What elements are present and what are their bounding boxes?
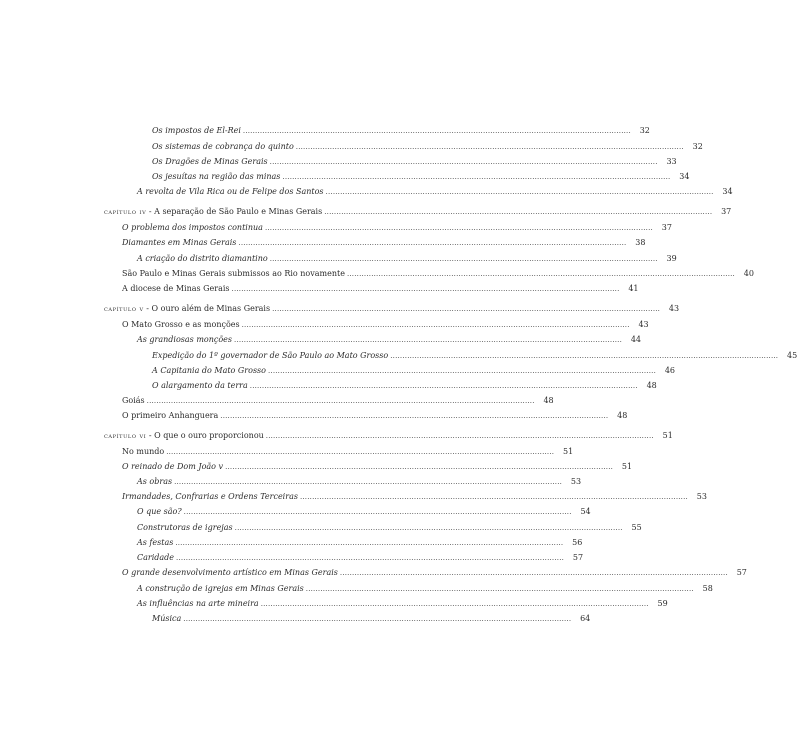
entry-text: São Paulo e Minas Gerais submissos ao Rio novamente: [122, 269, 345, 278]
page-number: 46: [664, 366, 675, 375]
page-number: 51: [662, 431, 673, 440]
entry-text: - O ouro além de Minas Gerais: [143, 304, 271, 313]
entry-text: As obras: [137, 477, 173, 486]
entry-text: O primeiro Anhanguera: [122, 411, 219, 420]
entry-title: [137, 333, 232, 347]
entry-title: [152, 364, 266, 378]
toc-entry: [137, 597, 668, 611]
dot-leader: ................................................................................................................................................................: [175, 539, 564, 547]
toc-entry: [122, 318, 649, 332]
entry-title: [137, 185, 324, 199]
entry-text: O grande desenvolvimento artístico em Minas Gerais: [122, 568, 338, 577]
entry-text: Goiás: [122, 396, 145, 405]
entry-title: [122, 460, 223, 474]
entry-text: Construtoras de igrejas: [137, 523, 233, 532]
entry-title: [137, 536, 173, 550]
page-number: 55: [631, 523, 642, 532]
toc-entry: [152, 364, 675, 378]
toc-entry: [122, 566, 747, 580]
entry-text: No mundo: [122, 447, 165, 456]
dot-leader: ................................................................................................................................................................: [299, 493, 688, 501]
toc-entry: [152, 124, 650, 138]
dot-leader: ................................................................................................................................................................: [324, 208, 713, 216]
toc-entry: [152, 140, 703, 154]
dot-leader: ................................................................................................................................................................: [234, 524, 623, 532]
page-number: 37: [721, 207, 732, 216]
entry-title: [137, 475, 172, 489]
page-number: 48: [646, 381, 657, 390]
page-number: 32: [692, 142, 703, 151]
page-number: 40: [743, 269, 754, 278]
dot-leader: ................................................................................................................................................................: [183, 508, 572, 516]
dot-leader: ................................................................................................................................................................: [267, 367, 656, 375]
page-number: 54: [580, 507, 591, 516]
entry-title: [137, 597, 259, 611]
toc-entry: [152, 349, 797, 363]
page-number: 48: [617, 411, 628, 420]
toc-entry: [152, 612, 591, 626]
chapter-label: capítulo v: [104, 304, 144, 313]
dot-leader: ................................................................................................................................................................: [238, 239, 627, 247]
entry-text: Os jesuítas na região das minas: [152, 172, 281, 181]
toc-entry: [137, 185, 733, 199]
dot-leader: ................................................................................................................................................................: [269, 158, 658, 166]
entry-text: A criação do distrito diamantino: [137, 254, 268, 263]
entry-title: [152, 155, 268, 169]
dot-leader: ................................................................................................................................................................: [295, 143, 684, 151]
page-number: 37: [661, 223, 672, 232]
page-number: 43: [638, 320, 649, 329]
page-number: 58: [702, 584, 713, 593]
entry-text: - A separação de São Paulo e Minas Gerais: [146, 207, 323, 216]
toc-entry: [122, 445, 574, 459]
toc-entry: [137, 252, 677, 266]
page-number: 53: [570, 477, 582, 486]
dot-leader: ................................................................................................................................................................: [272, 305, 661, 313]
entry-text: A revolta de Vila Rica ou de Felipe dos Santos: [137, 187, 324, 196]
entry-text: Música: [152, 614, 182, 623]
entry-text: Diamantes em Minas Gerais: [122, 238, 237, 247]
page-number: 51: [563, 447, 574, 456]
dot-leader: ................................................................................................................................................................: [146, 397, 535, 405]
entry-title: [152, 140, 294, 154]
entry-title: [122, 267, 345, 281]
entry-title: [152, 170, 280, 184]
entry-title: [122, 318, 240, 332]
page-number: 57: [572, 553, 584, 562]
entry-text: As influências na arte mineira: [137, 599, 259, 608]
entry-text: O reinado de Dom João v: [122, 462, 224, 471]
dot-leader: ................................................................................................................................................................: [264, 224, 653, 232]
page-number: 51: [621, 462, 633, 471]
entry-text: Expedição do 1º governador de São Paulo ao Mato Grosso: [152, 351, 389, 360]
toc-entry: [137, 536, 583, 550]
page-number: 32: [639, 126, 650, 135]
page-number: 48: [543, 396, 554, 405]
page-number: 41: [628, 284, 639, 293]
entry-title: [122, 236, 236, 250]
entry-title: [122, 394, 145, 408]
entry-title: [152, 612, 181, 626]
toc-entry: [152, 155, 677, 169]
entry-title: [122, 566, 338, 580]
dot-leader: ................................................................................................................................................................: [265, 432, 654, 440]
entry-text: Os Dragões de Minas Gerais: [152, 157, 268, 166]
entry-title: [122, 221, 263, 235]
entry-title: [137, 551, 174, 565]
page-number: 33: [666, 157, 677, 166]
dot-leader: ................................................................................................................................................................: [166, 448, 555, 456]
entry-text: Os sistemas de cobrança do quinto: [152, 142, 294, 151]
toc-entry: [137, 582, 713, 596]
page-number: 44: [630, 335, 642, 344]
dot-leader: ................................................................................................................................................................: [260, 600, 649, 608]
entry-text: O que são?: [137, 507, 182, 516]
entry-title: [122, 282, 230, 296]
entry-text: Irmandades, Confrarias e Ordens Terceiras: [122, 492, 298, 501]
chapter-entry: [104, 205, 732, 219]
dot-leader: ................................................................................................................................................................: [234, 336, 623, 344]
toc-entry: [122, 409, 628, 423]
entry-text: A diocese de Minas Gerais: [122, 284, 230, 293]
dot-leader: ................................................................................................................................................................: [225, 463, 614, 471]
toc-entry: [122, 394, 554, 408]
toc-entry: [122, 221, 672, 235]
entry-title: [122, 409, 218, 423]
dot-leader: ................................................................................................................................................................: [220, 412, 609, 420]
entry-title: [122, 445, 164, 459]
dot-leader: ................................................................................................................................................................: [282, 173, 671, 181]
entry-text: As festas: [137, 538, 174, 547]
entry-text: Os impostos de El-Rei: [152, 126, 241, 135]
dot-leader: ................................................................................................................................................................: [174, 478, 563, 486]
entry-title: [152, 124, 241, 138]
page-number: 57: [736, 568, 747, 577]
entry-title: [137, 252, 268, 266]
dot-leader: ................................................................................................................................................................: [231, 285, 620, 293]
entry-text: O alargamento da terra: [152, 381, 248, 390]
dot-leader: ................................................................................................................................................................: [183, 615, 572, 623]
entry-title: [104, 429, 264, 443]
page-number: 56: [572, 538, 583, 547]
toc-entry: [122, 282, 639, 296]
toc-entry: [152, 379, 657, 393]
toc-entry: [122, 236, 646, 250]
chapter-label: capítulo iv: [104, 207, 147, 216]
entry-text: As grandiosas monções: [137, 335, 233, 344]
entry-title: [137, 582, 304, 596]
chapter-label: capítulo vi: [104, 431, 147, 440]
dot-leader: ................................................................................................................................................................: [176, 554, 565, 562]
dot-leader: ................................................................................................................................................................: [346, 270, 735, 278]
dot-leader: ................................................................................................................................................................: [269, 255, 658, 263]
entry-title: [122, 490, 298, 504]
entry-text: - O que o ouro proporcionou: [146, 431, 264, 440]
entry-title: [152, 379, 248, 393]
chapter-entry: [104, 429, 673, 443]
entry-title: [152, 349, 388, 363]
page-number: 34: [722, 187, 733, 196]
page-number: 45: [787, 351, 797, 360]
page-number: 38: [635, 238, 646, 247]
toc-entry: [152, 170, 690, 184]
dot-leader: ................................................................................................................................................................: [305, 585, 694, 593]
dot-leader: ................................................................................................................................................................: [249, 382, 638, 390]
entry-text: O problema dos impostos continua: [122, 223, 263, 232]
page-number: 39: [666, 254, 677, 263]
toc-entry: [137, 475, 582, 489]
toc-entry: [137, 551, 584, 565]
toc-entry: [122, 460, 633, 474]
entry-title: [104, 205, 322, 219]
entry-title: [104, 302, 270, 316]
page-number: 53: [696, 492, 707, 501]
toc-entry: [137, 521, 642, 535]
dot-leader: ................................................................................................................................................................: [241, 321, 630, 329]
entry-title: [137, 505, 182, 519]
entry-title: [137, 521, 233, 535]
entry-text: O Mato Grosso e as monções: [122, 320, 240, 329]
dot-leader: ................................................................................................................................................................: [242, 127, 631, 135]
dot-leader: ................................................................................................................................................................: [325, 188, 714, 196]
entry-text: A Capitania do Mato Grosso: [152, 366, 266, 375]
page-number: 34: [679, 172, 690, 181]
chapter-entry: [104, 302, 680, 316]
entry-text: Caridade: [137, 553, 175, 562]
entry-text: A construção de igrejas em Minas Gerais: [137, 584, 304, 593]
dot-leader: ................................................................................................................................................................: [339, 569, 728, 577]
toc-entry: [122, 267, 754, 281]
page-number: 64: [580, 614, 591, 623]
dot-leader: ................................................................................................................................................................: [390, 352, 779, 360]
toc-entry: [137, 333, 642, 347]
toc-entry: [137, 505, 591, 519]
page-number: 59: [657, 599, 668, 608]
page-number: 43: [668, 304, 680, 313]
toc-entry: [122, 490, 707, 504]
